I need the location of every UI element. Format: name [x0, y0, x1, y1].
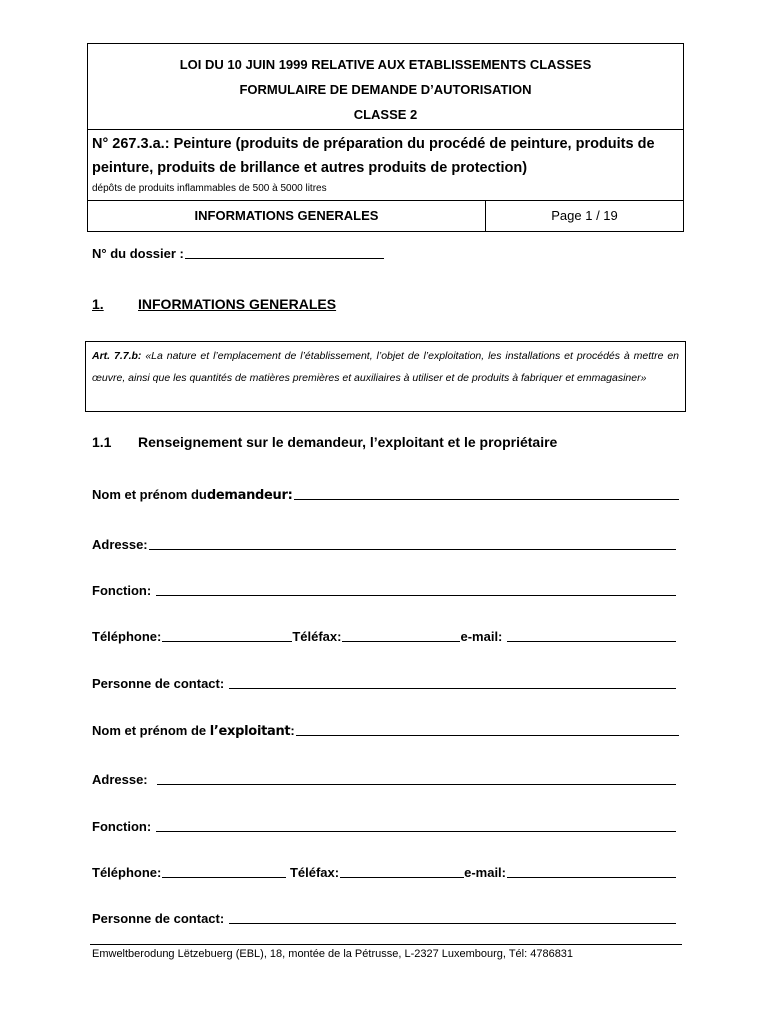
form-title: FORMULAIRE DE DEMANDE D’AUTORISATION — [239, 82, 532, 97]
class-title: CLASSE 2 — [353, 107, 418, 122]
demandeur-address-input[interactable] — [149, 548, 676, 550]
header-info-row — [88, 200, 683, 231]
footer-divider — [90, 944, 682, 945]
dossier-field — [92, 246, 384, 261]
section-1-title: INFORMATIONS GENERALES — [138, 296, 337, 312]
exploitant-function-input[interactable] — [156, 830, 676, 832]
demandeur-function-field — [92, 583, 676, 598]
exploitant-name-field — [92, 723, 679, 739]
exploitant-function-label: Fonction: — [92, 819, 155, 834]
demandeur-email-label: e-mail: — [460, 629, 506, 644]
exploitant-phone-input[interactable] — [162, 876, 286, 878]
demandeur-name-field — [92, 487, 679, 503]
exploitant-phone-row — [92, 865, 676, 880]
category-block — [88, 129, 683, 200]
demandeur-contact-input[interactable] — [229, 687, 676, 689]
header-section-label: INFORMATIONS GENERALES — [88, 201, 486, 231]
demandeur-function-input[interactable] — [156, 594, 676, 596]
exploitant-name-suffix: : — [290, 723, 295, 738]
demandeur-name-label: Nom et prénom du — [92, 487, 207, 502]
header-title-block — [88, 44, 683, 129]
exploitant-contact-label: Personne de contact: — [92, 911, 228, 926]
demandeur-function-label: Fonction: — [92, 583, 155, 598]
exploitant-contact-field — [92, 911, 676, 926]
article-text: «La nature et l’emplacement de l’établissement, l’objet de l’exploitation, les installations et procédés à mettre en œuvre, ainsi que les quantités de matières premières et auxiliaires à utiliser et de produits à fabriquer et emmagasiner» — [92, 350, 679, 384]
page-number: Page 1 / 19 — [551, 208, 618, 223]
demandeur-phone-row — [92, 629, 676, 644]
exploitant-contact-input[interactable] — [229, 922, 676, 924]
exploitant-address-field — [92, 772, 676, 787]
subsection-title: Renseignement sur le demandeur, l’exploitant et le propriétaire — [138, 434, 558, 450]
demandeur-address-label: Adresse: — [92, 537, 148, 552]
exploitant-name-label: Nom et prénom de — [92, 723, 210, 738]
page-footer: Emweltberodung Lëtzebuerg (EBL), 18, montée de la Pétrusse, L-2327 Luxembourg, Tél: 4786831 — [92, 948, 574, 960]
exploitant-function-field — [92, 819, 676, 834]
subsection-1-1-heading — [92, 434, 557, 450]
subsection-number: 1.1 — [92, 434, 112, 450]
exploitant-address-label: Adresse: — [92, 772, 152, 787]
law-title: LOI DU 10 JUIN 1999 RELATIVE AUX ETABLISSEMENTS CLASSES — [179, 57, 592, 72]
exploitant-fax-input[interactable] — [340, 876, 464, 878]
demandeur-fax-input[interactable] — [342, 640, 460, 642]
demandeur-email-input[interactable] — [507, 640, 676, 642]
exploitant-phone-label: Téléphone: — [92, 865, 162, 880]
exploitant-email-label: e-mail: — [464, 865, 506, 880]
exploitant-fax-label: Téléfax: — [286, 865, 340, 880]
demandeur-name-strong: demandeur: — [206, 488, 293, 503]
demandeur-address-field — [92, 537, 676, 552]
article-quote-box — [85, 341, 686, 412]
demandeur-phone-label: Téléphone: — [92, 629, 162, 644]
dossier-input-line[interactable] — [185, 257, 384, 259]
exploitant-email-input[interactable] — [507, 876, 676, 878]
demandeur-contact-label: Personne de contact: — [92, 676, 228, 691]
category-title: N° 267.3.a.: Peinture (produits de préparation du procédé de peinture, produits de peinture, produits de brillance et autres produits de protection) — [92, 136, 655, 176]
exploitant-name-strong: l’exploitant — [209, 724, 291, 739]
form-header — [87, 43, 684, 232]
article-reference: Art. 7.7.b: — [92, 350, 142, 362]
dossier-label: N° du dossier : — [92, 246, 184, 261]
demandeur-contact-field — [92, 676, 676, 691]
exploitant-name-input[interactable] — [296, 734, 679, 736]
demandeur-phone-input[interactable] — [162, 640, 292, 642]
exploitant-address-input[interactable] — [157, 783, 676, 785]
demandeur-name-input[interactable] — [294, 498, 679, 500]
section-1-heading — [92, 296, 336, 312]
demandeur-fax-label: Téléfax: — [292, 629, 342, 644]
section-1-number: 1. — [92, 296, 104, 312]
category-subtitle: dépôts de produits inflammables de 500 à 5000 litres — [92, 183, 327, 194]
